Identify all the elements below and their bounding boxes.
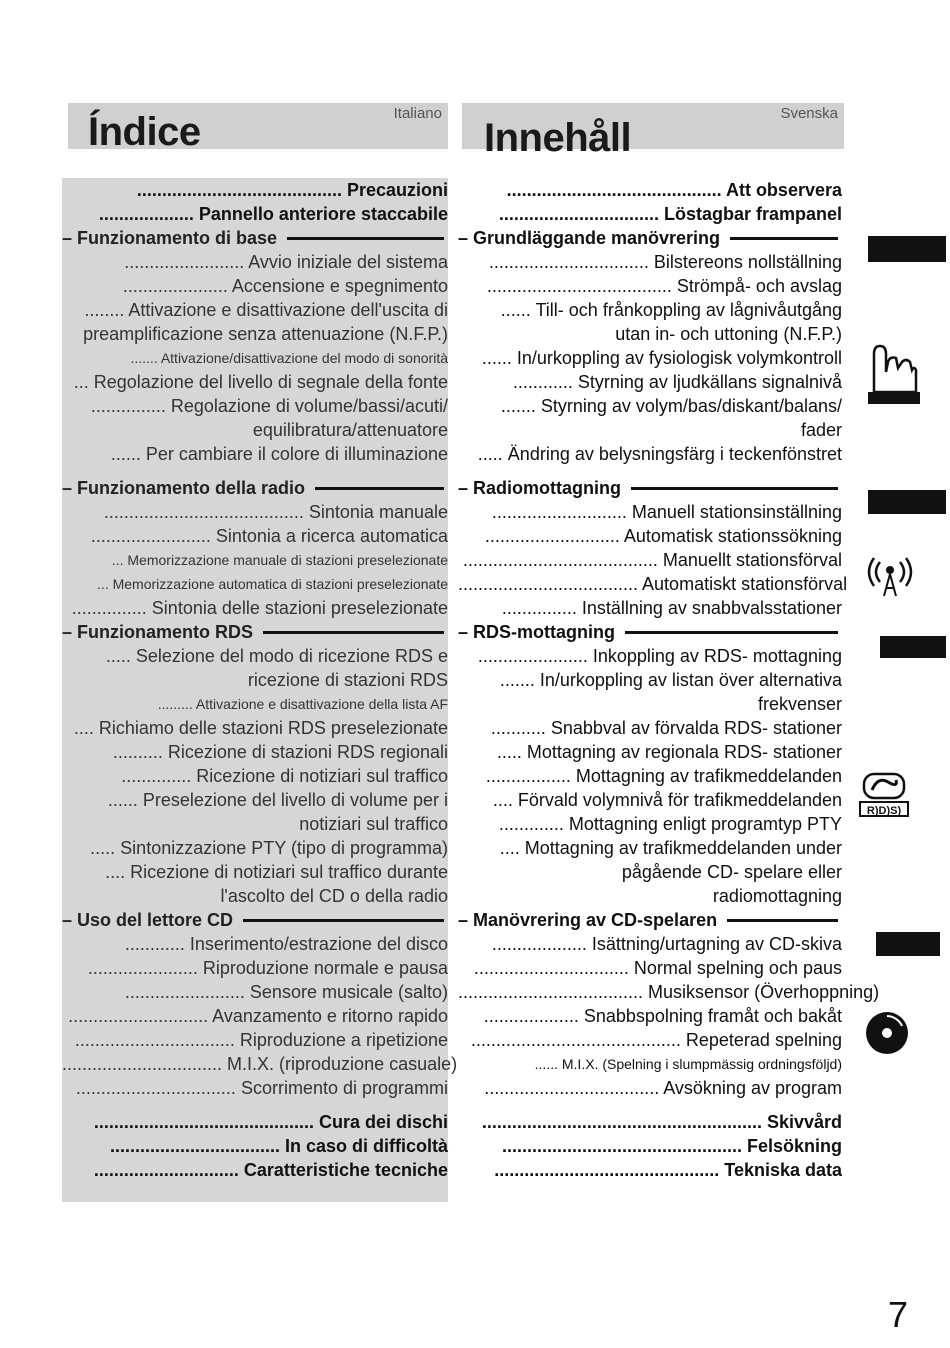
toc-entry: ............... Regolazione di volume/bassi/acuti/ — [90, 396, 448, 416]
toc-entry: ... Memorizzazione automatica di stazioni preselezionate — [97, 576, 448, 592]
toc-entry: ............................................. Tekniska data — [494, 1160, 842, 1180]
toc-entry: ........................... Automatisk stationssökning — [484, 526, 842, 546]
toc-entry: ............. Mottagning enligt programtyp PTY — [498, 814, 842, 834]
toc-entry: ................... Pannello anteriore staccabile — [98, 204, 448, 224]
toc-entry: ........................................................ Skivvård — [481, 1112, 842, 1132]
toc-entry: ...... Preselezione del livello di volume per i — [107, 790, 448, 810]
section-heading — [62, 226, 448, 250]
toc-entry: fader — [800, 420, 842, 440]
section-heading — [62, 620, 448, 644]
toc-entry: .... Richiamo delle stazioni RDS preselezionate — [73, 718, 448, 738]
svg-text:R)D)S): R)D)S) — [866, 805, 902, 817]
toc-entry: ............................................ Cura dei dischi — [93, 1112, 448, 1132]
section-heading-text: – Funzionamento della radio — [62, 478, 306, 498]
section-heading-text: – Funzionamento di base — [62, 228, 278, 248]
toc-entry: .......... Ricezione di stazioni RDS regionali — [112, 742, 448, 762]
section-rule — [263, 631, 444, 634]
spacer — [458, 1100, 842, 1110]
spacer — [62, 466, 448, 476]
section-heading — [458, 226, 842, 250]
section-rule — [315, 487, 444, 490]
toc-entry: ............................. Caratteristiche tecniche — [93, 1160, 448, 1180]
toc-entry: ............... Sintonia delle stazioni preselezionate — [71, 598, 448, 618]
toc-entry: ........................................... Att observera — [506, 180, 842, 200]
section-heading — [62, 476, 448, 500]
swedish-title: Innehåll — [484, 116, 632, 160]
toc-entry: ........ Attivazione e disattivazione dell'uscita di — [84, 300, 448, 320]
toc-entry: ................................... Avsökning av program — [484, 1078, 842, 1098]
section-heading-text: – Manövrering av CD-spelaren — [458, 910, 718, 930]
section-heading — [458, 908, 842, 932]
toc-entry: ..... Sintonizzazione PTY (tipo di programma) — [90, 838, 448, 858]
toc-entry: ................. Mottagning av trafikmeddelanden — [485, 766, 842, 786]
italian-title: Índice — [88, 110, 201, 154]
toc-entry: ... Memorizzazione manuale di stazioni preselezionate — [111, 552, 448, 568]
toc-entry: ................... Isättning/urtagning av CD-skiva — [491, 934, 842, 954]
toc-entry: ........................ Sintonia a ricerca automatica — [90, 526, 448, 546]
toc-entry: ................... Snabbspolning framåt och bakåt — [483, 1006, 842, 1026]
toc-entry: ................................ Scorrimento di programmi — [75, 1078, 448, 1098]
section-tab-basic — [868, 236, 946, 262]
toc-entry: ........... Snabbval av förvalda RDS- stationer — [490, 718, 842, 738]
toc-entry: ..... Ändring av belysningsfärg i teckenfönstret — [477, 444, 842, 464]
toc-entry: ........................ Avvio iniziale del sistema — [124, 252, 448, 272]
page-number: 7 — [888, 1294, 909, 1335]
toc-entry: .............. Ricezione di notiziari sul traffico — [121, 766, 448, 786]
toc-entry: ... Regolazione del livello di segnale della fonte — [73, 372, 448, 392]
section-tab-radio — [868, 490, 946, 514]
toc-entry: ......... Attivazione e disattivazione della lista AF — [157, 696, 448, 712]
toc-entry: ....... Attivazione/disattivazione del modo di sonorità — [130, 350, 448, 366]
toc-entry: ............................... Normal spelning och paus — [473, 958, 842, 978]
toc-entry: ................................ M.I.X. (riproduzione casuale) — [62, 1054, 458, 1074]
toc-entry: ...................... Inkoppling av RDS- mottagning — [477, 646, 842, 666]
toc-entry: .................................. In caso di difficoltà — [109, 1136, 448, 1156]
toc-entry: .... Förvald volymnivå för trafikmeddelanden — [492, 790, 842, 810]
toc-entry: ....................................... Manuellt stationsförval — [462, 550, 842, 570]
toc-entry: radiomottagning — [712, 886, 842, 906]
toc-entry: .... Mottagning av trafikmeddelanden under — [499, 838, 842, 858]
toc-entry: ....... Styrning av volym/bas/diskant/balans/ — [500, 396, 842, 416]
toc-entry: frekvenser — [757, 694, 842, 714]
toc-entry: ................................................ Felsökning — [501, 1136, 842, 1156]
section-rule — [730, 237, 838, 240]
toc-entry: ...... Till- och frånkoppling av lågnivåutgång — [500, 300, 842, 320]
spacer — [458, 466, 842, 476]
toc-entry: ....... In/urkoppling av listan över alternativa — [499, 670, 842, 690]
section-heading-text: – Radiomottagning — [458, 478, 621, 498]
toc-entry: preamplificazione senza attenuazione (N.F.P.) — [83, 324, 448, 344]
section-tab-rds — [880, 636, 946, 658]
rds-icon — [858, 772, 910, 818]
section-heading-text: – Grundläggande manövrering — [458, 228, 721, 248]
section-heading-text: – Uso del lettore CD — [62, 910, 234, 930]
antenna-icon — [860, 552, 920, 598]
toc-entry: ........................ Sensore musicale (salto) — [124, 982, 448, 1002]
italian-contents-list — [62, 178, 458, 1202]
italian-header — [68, 103, 448, 154]
toc-entry: notiziari sul traffico — [299, 814, 448, 834]
section-rule — [625, 631, 838, 634]
toc-entry: ..................... Accensione e spegnimento — [122, 276, 448, 296]
section-heading — [62, 908, 448, 932]
toc-entry: l'ascolto del CD o della radio — [220, 886, 448, 906]
toc-entry: ...... M.I.X. (Spelning i slumpmässig ordningsföljd) — [534, 1056, 842, 1072]
toc-entry: ..... Mottagning av regionala RDS- stationer — [496, 742, 842, 762]
toc-entry: ................................ Bilstereons nollställning — [488, 252, 842, 272]
section-rule — [631, 487, 838, 490]
swedish-contents-list — [458, 178, 880, 1182]
section-heading-text: – RDS-mottagning — [458, 622, 615, 642]
section-heading — [458, 620, 842, 644]
toc-entry: ................................ Riproduzione a ripetizione — [74, 1030, 448, 1050]
toc-entry: ........................................ Sintonia manuale — [103, 502, 448, 522]
swedish-header — [462, 103, 844, 160]
section-rule — [287, 237, 444, 240]
section-heading — [458, 476, 842, 500]
toc-entry: ........................... Manuell stationsinställning — [491, 502, 842, 522]
toc-entry: utan in- och uttoning (N.F.P.) — [615, 324, 842, 344]
toc-entry: ..... Selezione del modo di ricezione RDS e — [105, 646, 448, 666]
spacer — [62, 1100, 448, 1110]
toc-entry: ............... Inställning av snabbvalsstationer — [501, 598, 842, 618]
toc-entry: ...................... Riproduzione normale e pausa — [87, 958, 448, 978]
section-rule — [243, 919, 444, 922]
section-tab-cd — [876, 932, 940, 956]
toc-entry: ..................................... Musiksensor (Överhoppning) — [458, 982, 880, 1002]
toc-entry: ...... In/urkoppling av fysiologisk volymkontroll — [481, 348, 842, 368]
toc-entry: ............ Styrning av ljudkällans signalnivå — [512, 372, 842, 392]
section-rule — [727, 919, 838, 922]
swedish-language-label: Svenska — [780, 105, 838, 122]
toc-entry: ..................................... Strömpå- och avslag — [486, 276, 842, 296]
toc-entry: ............ Inserimento/estrazione del disco — [124, 934, 448, 954]
toc-entry: ...... Per cambiare il colore di illuminazione — [110, 444, 448, 464]
toc-entry: ricezione di stazioni RDS — [247, 670, 448, 690]
toc-entry: .......................................... Repeterad spelning — [470, 1030, 842, 1050]
toc-entry: pågående CD- spelare eller — [621, 862, 842, 882]
hand-icon — [866, 336, 922, 406]
toc-entry: ............................ Avanzamento e ritorno rapido — [68, 1006, 448, 1026]
toc-entry: .................................... Automatiskt stationsförval — [458, 574, 848, 594]
italian-language-label: Italiano — [393, 105, 442, 122]
toc-entry: equilibratura/attenuatore — [252, 420, 448, 440]
section-heading-text: – Funzionamento RDS — [62, 622, 254, 642]
toc-entry: .... Ricezione di notiziari sul traffico durante — [105, 862, 448, 882]
toc-entry: ......................................... Precauzioni — [136, 180, 448, 200]
toc-entry: ................................ Löstagbar frampanel — [498, 204, 842, 224]
cd-icon — [864, 1010, 910, 1056]
